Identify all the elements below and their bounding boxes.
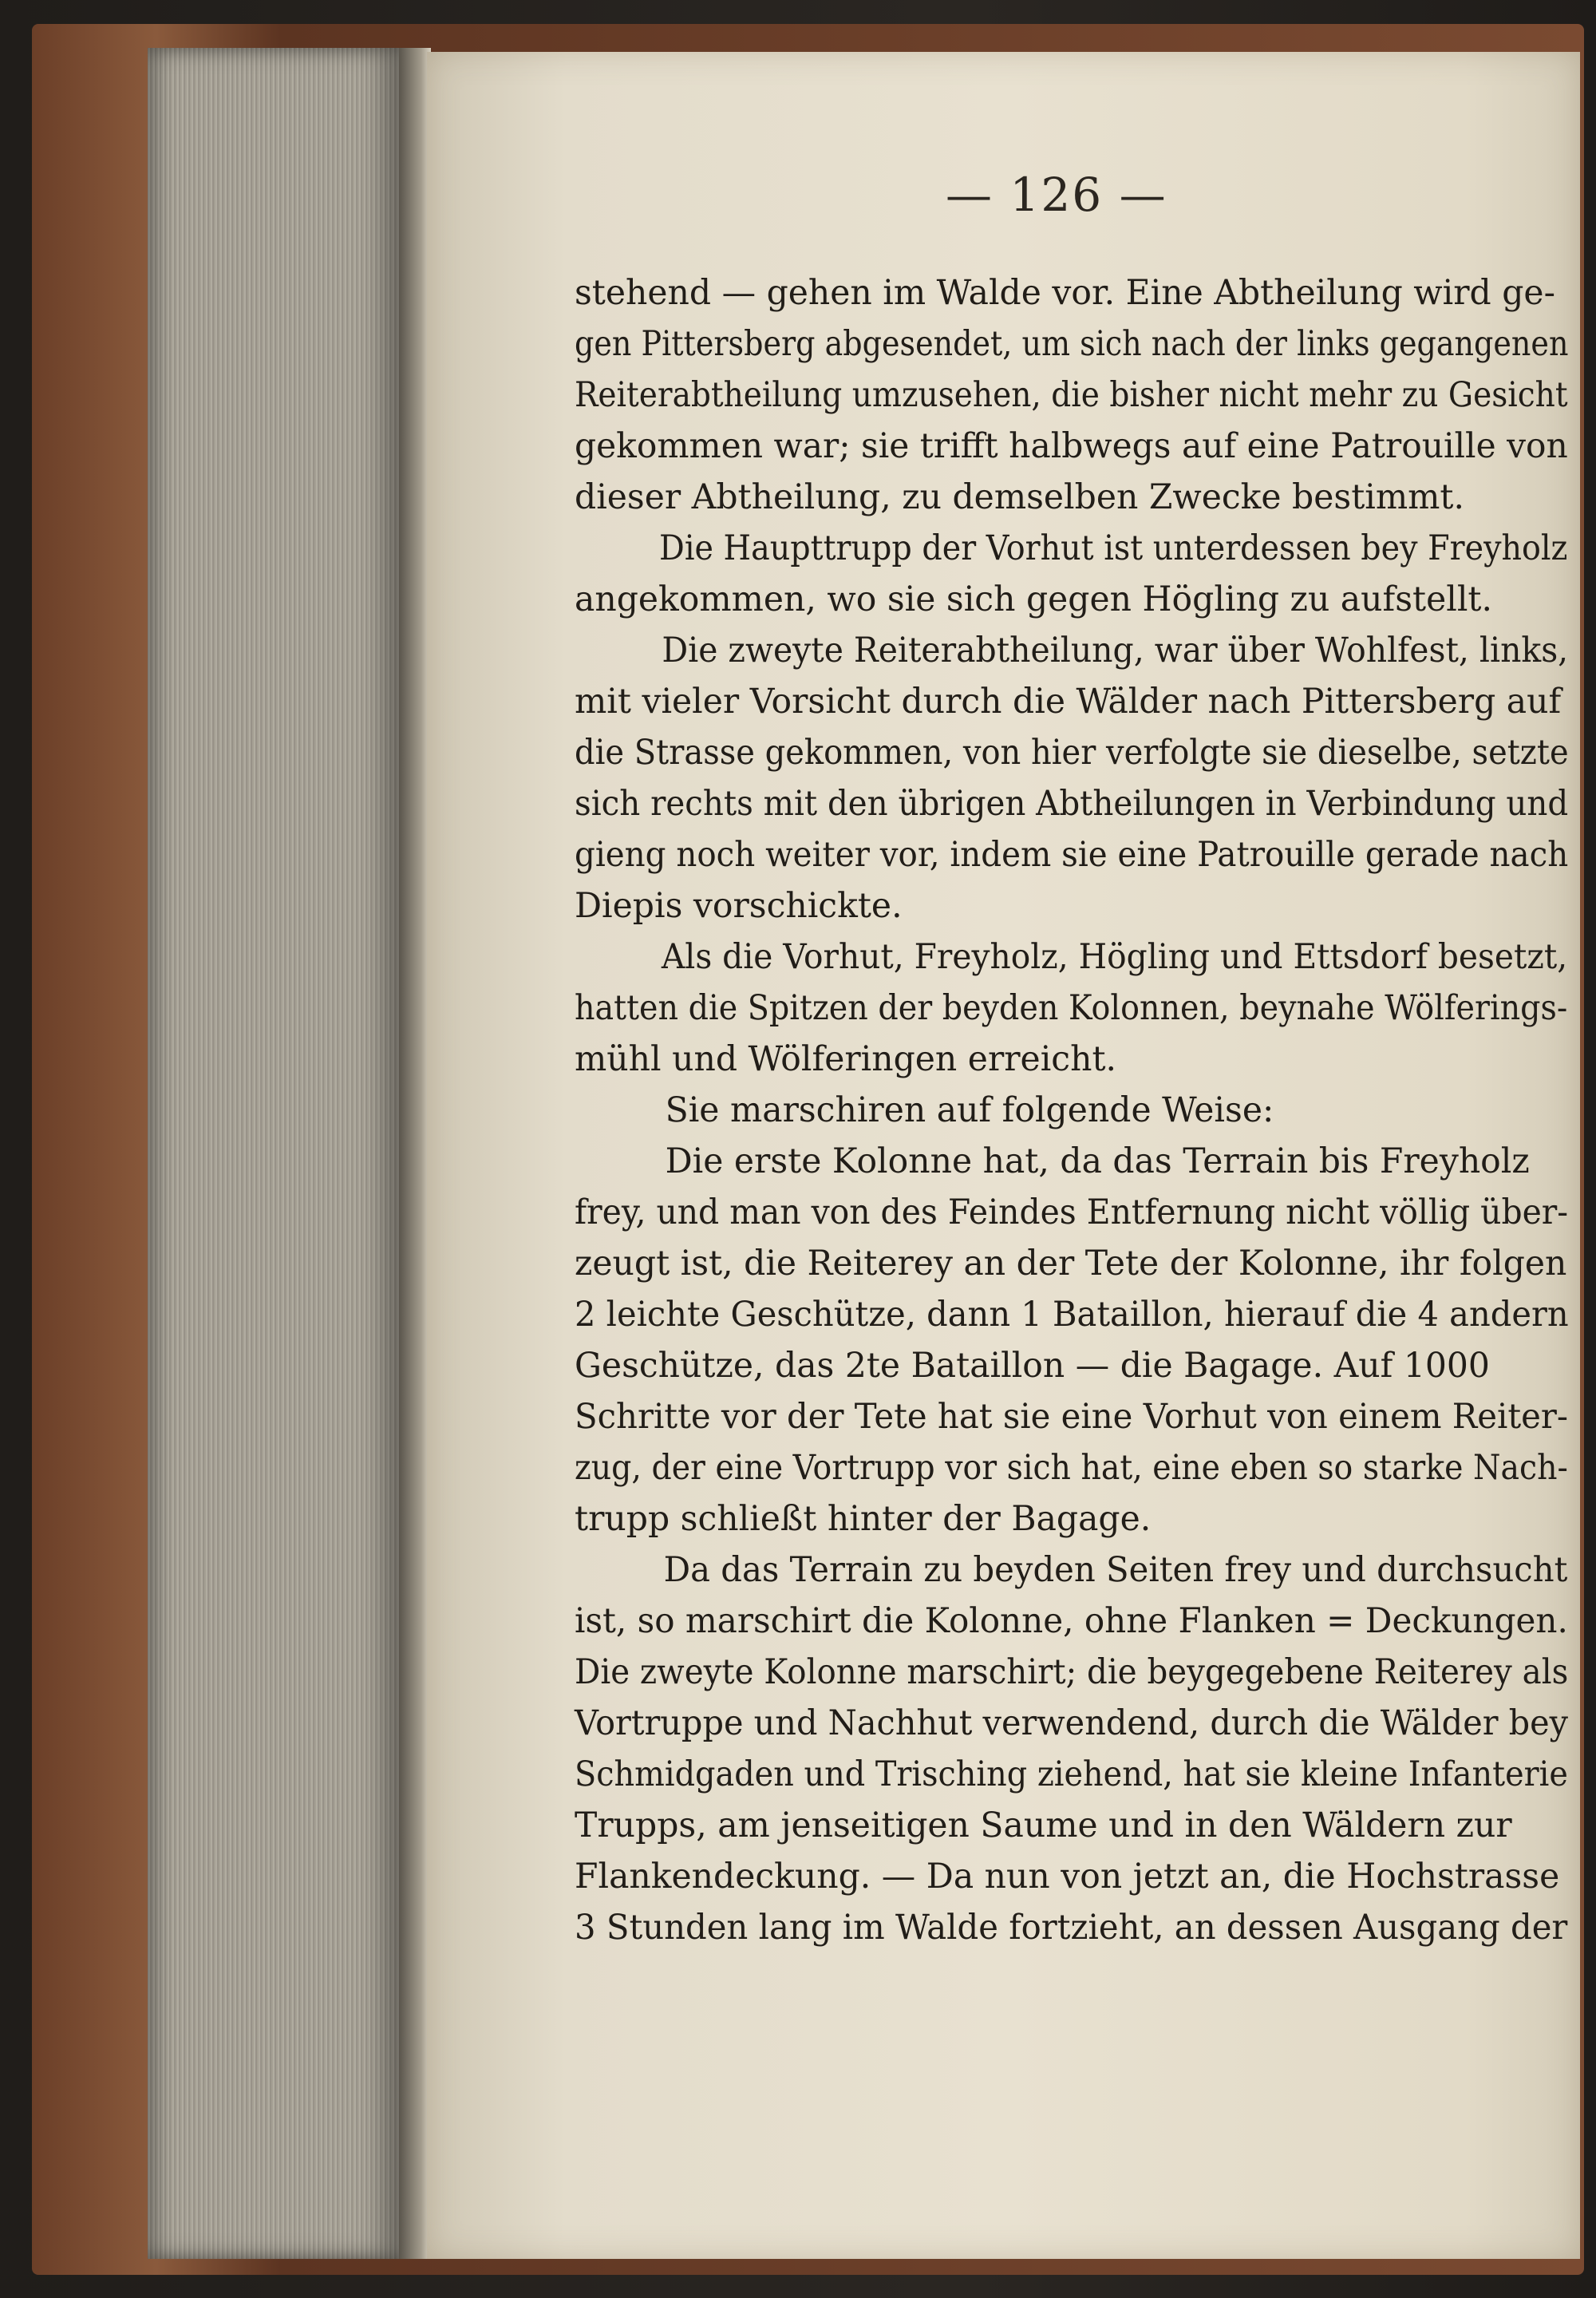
text-line: gieng noch weiter vor, indem sie eine Patrouille gerade nach <box>575 835 1569 875</box>
text-line: 2 leichte Geschütze, dann 1 Bataillon, hierauf die 4 andern <box>575 1295 1569 1335</box>
text-line: trupp schließt hinter der Bagage. <box>575 1499 1152 1539</box>
text-line: Schmidgaden und Trisching ziehend, hat sie kleine Infanterie <box>575 1754 1568 1794</box>
text-line: zug, der eine Vortrupp vor sich hat, eine eben so starke Nach- <box>575 1448 1568 1488</box>
text-line: ist, so marschirt die Kolonne, ohne Flanken = Deckungen. <box>575 1601 1568 1641</box>
page-edges <box>148 48 399 2259</box>
text-line: Die erste Kolonne hat, da das Terrain bis Freyholz <box>665 1141 1530 1181</box>
text-line: zeugt ist, die Reiterey an der Tete der Kolonne, ihr folgen <box>575 1244 1567 1283</box>
page-number: — 126 — <box>946 168 1167 222</box>
text-line: sich rechts mit den übrigen Abtheilungen in Verbindung und <box>575 784 1569 824</box>
text-line: hatten die Spitzen der beyden Kolonnen, beynahe Wölferings- <box>575 988 1568 1028</box>
text-line: Vortruppe und Nachhut verwendend, durch die Wälder bey <box>575 1703 1569 1743</box>
text-line: mit vieler Vorsicht durch die Wälder nach Pittersberg auf <box>575 682 1562 722</box>
text-line: Trupps, am jenseitigen Saume und in den Wäldern zur <box>575 1806 1512 1845</box>
gutter <box>399 48 431 2259</box>
text-line: gekommen war; sie trifft halbwegs auf eine Patrouille von <box>575 426 1568 466</box>
text-line: angekommen, wo sie sich gegen Högling zu aufstellt. <box>575 579 1493 619</box>
text-line: Die zweyte Reiterabtheilung, war über Wohlfest, links, <box>662 631 1569 670</box>
text-line: Die zweyte Kolonne marschirt; die beygegebene Reiterey als <box>575 1652 1569 1692</box>
text-line: Reiterabtheilung umzusehen, die bisher nicht mehr zu Gesicht <box>575 375 1568 415</box>
text-line: frey, und man von des Feindes Entfernung nicht völlig über- <box>575 1193 1569 1232</box>
text-line: gen Pittersberg abgesendet, um sich nach der links gegangenen <box>575 324 1569 364</box>
text-line: stehend — gehen im Walde vor. Eine Abtheilung wird ge- <box>575 273 1555 313</box>
text-line: 3 Stunden lang im Walde fortzieht, an dessen Ausgang der <box>575 1908 1568 1948</box>
text-line: Als die Vorhut, Freyholz, Högling und Ettsdorf besetzt, <box>661 937 1568 977</box>
text-line: Diepis vorschickte. <box>575 886 903 926</box>
text-line: die Strasse gekommen, von hier verfolgte sie dieselbe, setzte <box>575 733 1569 773</box>
text-line: mühl und Wölferingen erreicht. <box>575 1039 1117 1079</box>
text-line: Sie marschiren auf folgende Weise: <box>665 1090 1274 1130</box>
body-text <box>575 267 1580 1953</box>
text-line: Flankendeckung. — Da nun von jetzt an, die Hochstrasse <box>575 1857 1560 1897</box>
text-line: Geschütze, das 2te Bataillon — die Bagage. Auf 1000 <box>575 1346 1490 1386</box>
text-line: Die Haupttrupp der Vorhut ist unterdessen bey Freyholz <box>659 528 1568 568</box>
text-line: dieser Abtheilung, zu demselben Zwecke bestimmt. <box>575 477 1465 517</box>
text-line: Da das Terrain zu beyden Seiten frey und durchsucht <box>663 1550 1568 1590</box>
text-line: Schritte vor der Tete hat sie eine Vorhut von einem Reiter- <box>575 1397 1568 1437</box>
